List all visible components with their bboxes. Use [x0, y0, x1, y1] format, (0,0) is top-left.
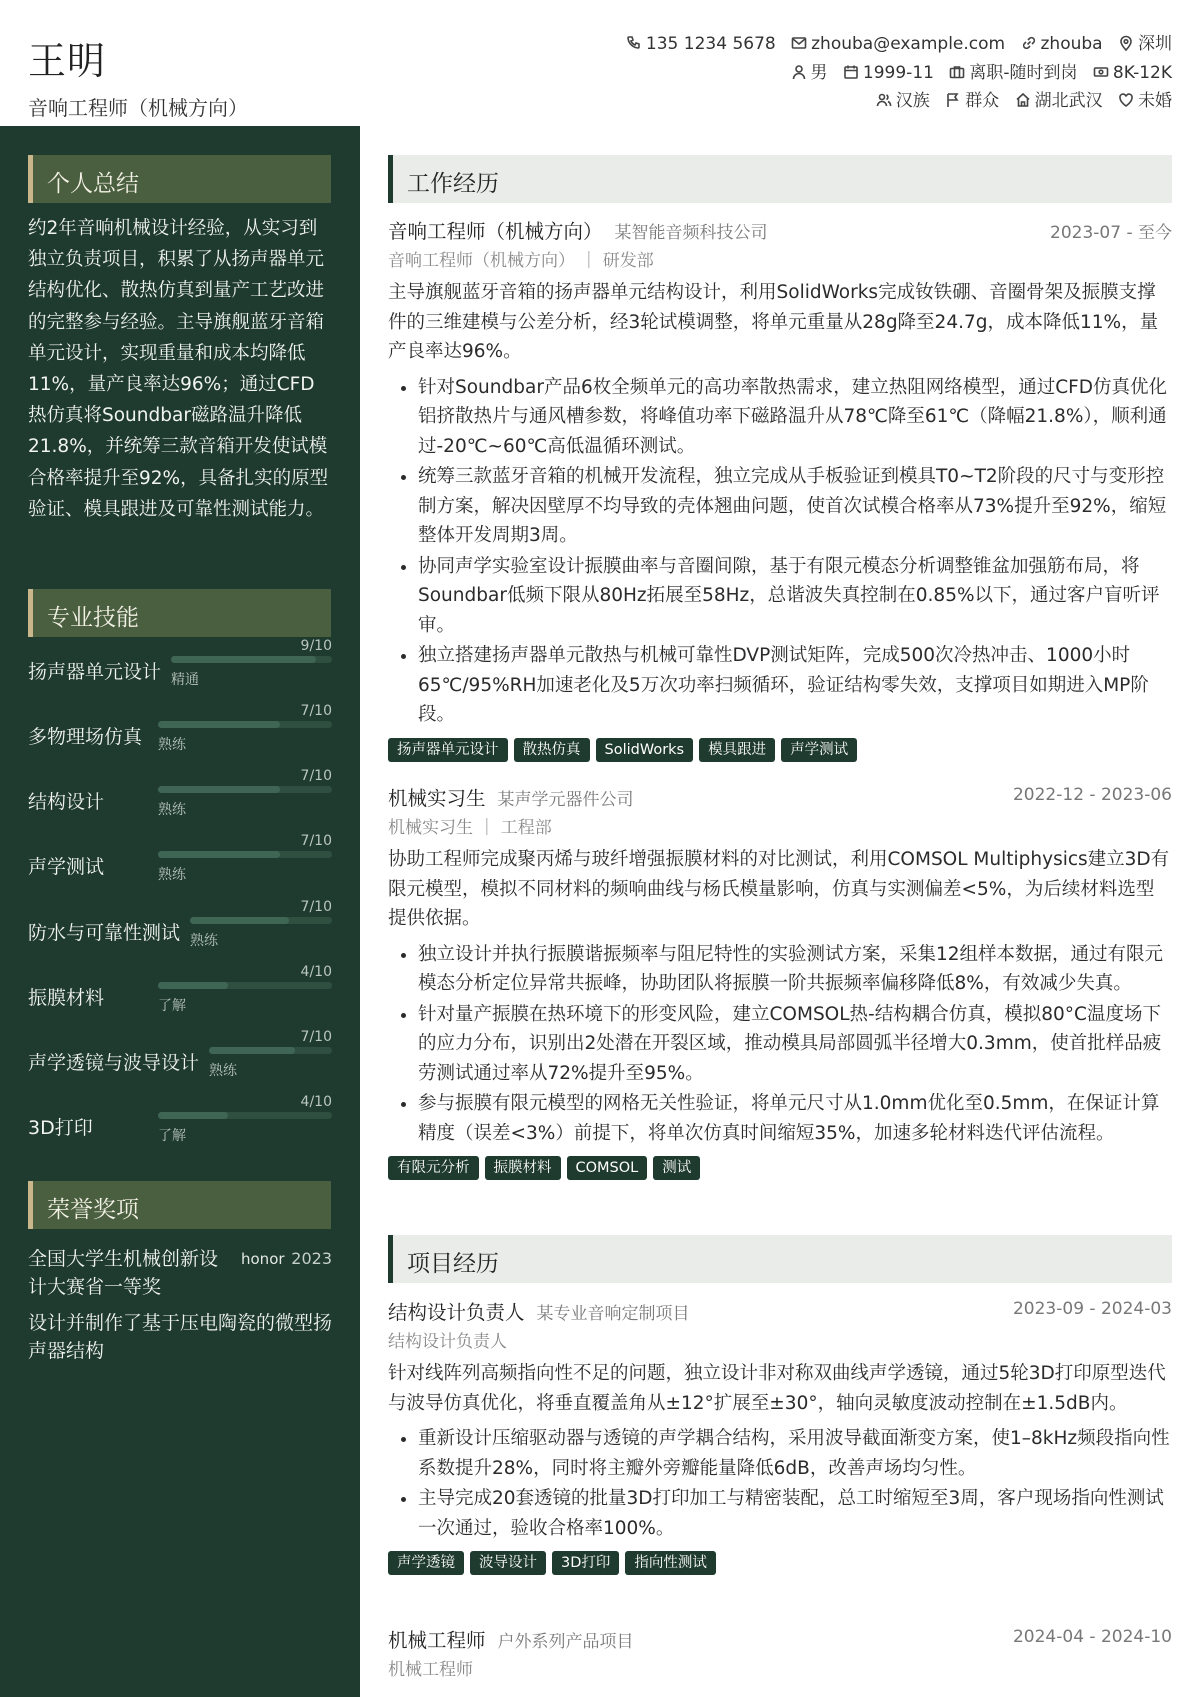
job-subtitle: 机械实习生 ｜ 工程部 — [388, 818, 552, 838]
gender-item — [791, 59, 828, 88]
skill-tag: 模具跟进 — [699, 738, 775, 762]
briefcase-icon — [949, 64, 965, 80]
skill-score: 9/10 — [300, 638, 332, 654]
job-entry — [388, 783, 1172, 1182]
job-entry — [388, 216, 1172, 764]
skill-name: 防水与可靠性测试 — [28, 922, 181, 944]
project-header — [388, 1625, 1172, 1655]
projects-heading-text: 项目经历 — [407, 1251, 499, 1277]
job-header — [388, 216, 1172, 246]
job-description: 主导旗舰蓝牙音箱的扬声器单元结构设计，利用SolidWorks完成钕铁硼、音圈骨架及振膜支撑件的三维建模与公差分析，经3轮试模调整，将单元重量从28g降至24.7g，成本降低11%，量产良率达96%。 — [388, 282, 1159, 362]
project-subtitle: 机械工程师 — [388, 1660, 473, 1680]
skill-tag: 测试 — [653, 1156, 700, 1180]
skill-row — [28, 964, 332, 1031]
job-subtitle: 音响工程师（机械方向） ｜ 研发部 — [388, 251, 654, 271]
phone-text: 135 1234 5678 — [645, 34, 776, 54]
project-bullet: • 重新设计压缩驱动器与透镜的声学耦合结构，采用波导截面渐变方案，使1–8kHz频段指向性系数提升28%，同时将主瓣外旁瓣能量降低6dB，改善声场均匀性。 — [418, 1424, 1172, 1483]
skill-row — [28, 899, 332, 966]
salary-text: 8K-12K — [1112, 62, 1172, 83]
skill-level: 熟练 — [158, 737, 186, 753]
honor-year: 2023 — [291, 1249, 332, 1268]
job-bullet: • 独立搭建扬声器单元散热与机械可靠性DVP测试矩阵，完成500次冷热冲击、1000小时65℃/95%RH加速老化及5万次功率扫频循环，验证结构零失效，支撑项目如期进入MP阶段。 — [418, 641, 1172, 730]
job-bullet: • 针对Soundbar产品6枚全频单元的高功率散热需求，建立热阻网络模型，通过CFD仿真优化铝挤散热片与通风槽参数，将峰值功率下磁路温升从78℃降至61℃（降幅21.8%），顺利通过-20℃~60℃高低温循环测试。 — [418, 373, 1172, 462]
job-bullet: • 统筹三款蓝牙音箱的机械开发流程，独立完成从手板验证到模具T0~T2阶段的尺寸与变形控制方案，解决因壁厚不均导致的壳体翘曲问题，使首次试模合格率从73%提升至92%，缩短整体开发周期3周。 — [418, 462, 1172, 551]
skill-level-fill — [158, 786, 280, 793]
skill-level: 了解 — [158, 998, 186, 1014]
marital-text: 未婚 — [1138, 91, 1172, 111]
skill-level-bar — [190, 917, 332, 924]
project-date: 2023-09 - 2024-03 — [1012, 1299, 1172, 1319]
email-text: zhouba@example.com — [811, 34, 1006, 54]
work-heading — [388, 155, 1172, 203]
skill-level: 熟练 — [190, 933, 219, 949]
skill-level-fill — [158, 982, 228, 989]
city-item — [1118, 30, 1172, 59]
honors-heading-text: 荣誉奖项 — [47, 1197, 139, 1223]
skill-score: 7/10 — [300, 703, 332, 719]
skill-score: 7/10 — [300, 899, 332, 915]
skill-score: 7/10 — [300, 768, 332, 784]
job-description: 协助工程师完成聚丙烯与玻纤增强振膜材料的对比测试，利用COMSOL Multiphysics建立3D有限元模型，模拟不同材料的频响曲线与杨氏模量影响，仿真与实测偏差<5%，为后续材料选型提供依据。 — [388, 849, 1170, 929]
skill-tag: 声学透镜 — [388, 1551, 464, 1575]
summary-text: 约2年音响机械设计经验，从实习到独立负责项目，积累了从扬声器单元结构优化、散热仿真到量产工艺改进的完整参与经验。主导旗舰蓝牙音箱单元设计，实现重量和成本均降低11%，量产良率达96%；通过CFD热仿真将Soundbar磁路温升降低21.8%，并统筹三款音箱开发使试模合格率提升至92%，具备扎实的原型验证、模具跟进及可靠性测试能力。 — [28, 218, 329, 520]
skill-level-fill — [158, 851, 280, 858]
skill-name: 振膜材料 — [28, 987, 105, 1009]
politics-item — [945, 87, 999, 116]
resume-header — [0, 0, 1200, 126]
project-name: 户外系列产品项目 — [497, 1632, 634, 1652]
project-role: 机械工程师 — [388, 1629, 486, 1652]
project-subtitle: 结构设计负责人 — [388, 1332, 507, 1352]
project-entry — [388, 1625, 1172, 1685]
skills-heading — [28, 589, 331, 637]
skill-name: 声学透镜与波导设计 — [28, 1052, 200, 1074]
summary-heading-text: 个人总结 — [47, 171, 139, 197]
project-date: 2024-04 - 2024-10 — [1012, 1627, 1172, 1647]
project-name: 某专业音响定制项目 — [536, 1304, 690, 1324]
honor-desc: 设计并制作了基于压电陶瓷的微型扬声器结构 — [28, 1312, 333, 1362]
skill-row — [28, 833, 332, 900]
flag-icon — [945, 92, 961, 108]
birth-text: 1999-11 — [862, 62, 934, 83]
skill-level-bar — [171, 656, 332, 663]
skill-level: 熟练 — [158, 867, 186, 883]
link-icon — [1021, 35, 1037, 51]
job-title: 音响工程师（机械方向） — [388, 220, 603, 243]
city-text: 深圳 — [1138, 34, 1172, 54]
phone-item — [626, 30, 776, 59]
skill-level-bar — [158, 982, 332, 989]
mail-icon — [791, 35, 807, 51]
honor-tag: honor — [241, 1250, 285, 1268]
skill-score: 4/10 — [300, 1094, 332, 1110]
skill-name: 声学测试 — [28, 856, 105, 878]
user-icon — [791, 64, 807, 80]
honor-item — [28, 1245, 332, 1365]
ethnicity-item — [876, 87, 930, 116]
location-icon — [1118, 35, 1134, 51]
skill-name: 3D打印 — [28, 1117, 93, 1139]
skill-tag: 扬声器单元设计 — [388, 738, 508, 762]
skill-tag: 指向性测试 — [625, 1551, 716, 1575]
skill-level-bar — [158, 786, 332, 793]
project-header — [388, 1297, 1172, 1327]
skill-name: 结构设计 — [28, 791, 105, 813]
skill-tag: 振膜材料 — [485, 1156, 561, 1180]
skill-level-fill — [158, 1112, 228, 1119]
projects-heading — [388, 1235, 1172, 1283]
project-description: 针对线阵列高频指向性不足的问题，独立设计非对称双曲线声学透镜，通过5轮3D打印原型迭代与波导仿真优化，将垂直覆盖角从±12°扩展至±30°，轴向灵敏度波动控制在±1.5dB内。 — [388, 1363, 1166, 1414]
marital-item — [1118, 87, 1172, 116]
skill-score: 4/10 — [300, 964, 332, 980]
birth-item — [843, 59, 934, 88]
skill-tag: 波导设计 — [470, 1551, 546, 1575]
skill-row — [28, 1094, 332, 1161]
skill-row — [28, 638, 332, 705]
skill-score: 7/10 — [300, 1029, 332, 1045]
skill-tag: COMSOL — [567, 1156, 648, 1180]
honor-title: 全国大学生机械创新设计大赛省一等奖 — [28, 1248, 219, 1298]
skill-level-fill — [171, 656, 316, 663]
skill-level: 了解 — [158, 1128, 186, 1144]
job-company: 某智能音频科技公司 — [614, 223, 768, 243]
skill-level: 精通 — [171, 672, 200, 688]
project-role: 结构设计负责人 — [388, 1301, 525, 1324]
email-item — [791, 30, 1005, 59]
job-bullet: • 独立设计并执行振膜谐振频率与阻尼特性的实验测试方案，采集12组样本数据，通过有限元模态分析定位异常共振峰，协助团队将振膜一阶共振频率偏移降低8%，有效减少失真。 — [418, 940, 1172, 999]
politics-text: 群众 — [965, 91, 1000, 111]
work-heading-text: 工作经历 — [407, 171, 499, 197]
job-bullets — [388, 373, 1172, 730]
job-date: 2022-12 - 2023-06 — [1012, 785, 1172, 805]
skill-level-bar — [158, 1112, 332, 1119]
job-bullet: • 针对量产振膜在热环境下的形变风险，建立COMSOL热-结构耦合仿真，模拟80°C温度场下的应力分布，识别出2处潜在开裂区域，推动模具局部圆弧半径增大0.3mm，使首批样品疲劳测试通过率从72%提升至95%。 — [418, 1000, 1172, 1089]
skill-level: 熟练 — [209, 1063, 238, 1079]
project-tags — [388, 1551, 1172, 1577]
job-date: 2023-07 - 至今 — [1050, 223, 1172, 243]
job-bullet: • 参与振膜有限元模型的网格无关性验证，将单元尺寸从1.0mm优化至0.5mm，在保证计算精度（误差<3%）前提下，将单次仿真时间缩短35%，加速多轮材料迭代评估流程。 — [418, 1089, 1172, 1148]
status-item — [949, 59, 1077, 88]
skill-level: 熟练 — [158, 802, 186, 818]
job-company: 某声学元器件公司 — [497, 790, 634, 810]
skills-heading-text: 专业技能 — [47, 605, 139, 631]
skill-name: 扬声器单元设计 — [28, 661, 162, 683]
skill-level-bar — [158, 721, 332, 728]
home-icon — [1015, 92, 1031, 108]
project-bullet: • 主导完成20套透镜的批量3D打印加工与精密装配，总工时缩短至3周，客户现场指向性测试一次通过，验收合格率100%。 — [418, 1484, 1172, 1543]
skill-level-bar — [158, 851, 332, 858]
summary-heading — [28, 155, 331, 203]
skill-row — [28, 1029, 332, 1096]
skill-level-bar — [209, 1047, 332, 1054]
skill-tag: 有限元分析 — [388, 1156, 479, 1180]
skill-tag: 散热仿真 — [514, 738, 590, 762]
money-icon — [1093, 64, 1109, 80]
heart-icon — [1118, 92, 1134, 108]
skill-tag: 3D打印 — [552, 1551, 619, 1575]
honors-heading — [28, 1181, 331, 1229]
job-tags — [388, 738, 1172, 764]
skill-tag: SolidWorks — [596, 738, 694, 762]
candidate-role: 音响工程师（机械方向） — [28, 96, 248, 120]
job-bullets — [388, 940, 1172, 1149]
skill-level-fill — [158, 721, 280, 728]
wechat-text: zhouba — [1040, 34, 1103, 54]
skill-score: 7/10 — [300, 833, 332, 849]
job-tags — [388, 1156, 1172, 1182]
users-icon — [876, 92, 892, 108]
skill-level-fill — [209, 1047, 295, 1054]
ethnicity-text: 汉族 — [895, 91, 930, 111]
job-bullet: • 协同声学实验室设计振膜曲率与音圈间隙，基于有限元模态分析调整锥盆加强筋布局，将Soundbar低频下限从80Hz拓展至58Hz，总谐波失真控制在0.85%以下，通过客户盲听评审。 — [418, 552, 1172, 641]
skill-row — [28, 768, 332, 835]
project-bullets — [388, 1424, 1172, 1543]
phone-icon — [626, 35, 642, 51]
job-title: 机械实习生 — [388, 787, 486, 810]
candidate-name: 王明 — [28, 39, 107, 83]
hometown-item — [1015, 87, 1103, 116]
skill-level-fill — [190, 917, 289, 924]
skill-tag: 声学测试 — [781, 738, 857, 762]
wechat-item — [1021, 30, 1103, 59]
calendar-icon — [843, 64, 859, 80]
gender-text: 男 — [810, 62, 828, 83]
salary-item — [1093, 59, 1172, 88]
hometown-text: 湖北武汉 — [1034, 91, 1103, 111]
project-entry — [388, 1297, 1172, 1577]
status-text: 离职-随时到岗 — [969, 62, 1078, 83]
job-header — [388, 783, 1172, 813]
skill-name: 多物理场仿真 — [28, 726, 143, 748]
contact-info — [616, 30, 1172, 116]
skill-row — [28, 703, 332, 770]
